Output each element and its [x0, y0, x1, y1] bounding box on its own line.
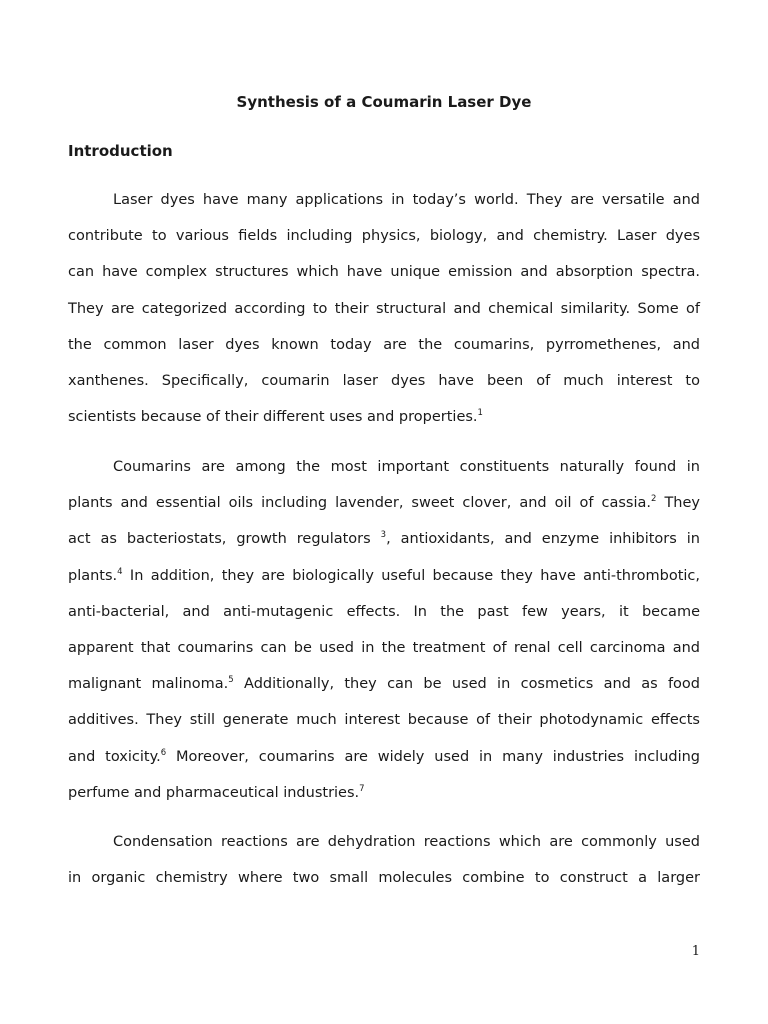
text-segment: malignant malinoma. — [68, 676, 229, 693]
text-line: in organic chemistry where two small molecules combine to construct a larger — [68, 870, 700, 887]
text-line — [68, 747, 700, 783]
text-line — [68, 493, 700, 529]
text-segment: scientists because of their different uses and properties. — [68, 409, 478, 426]
text-line: the common laser dyes known today are the coumarins, pyrromethenes, and — [68, 336, 700, 353]
section-heading-introduction: Introduction — [68, 142, 173, 160]
paragraph-coumarins — [68, 457, 700, 819]
text-line: They are categorized according to their structural and chemical similarity. Some of — [68, 300, 700, 317]
citation-superscript: 6 — [160, 747, 167, 758]
paragraph-condensation — [68, 832, 700, 904]
text-segment: perfume and pharmaceutical industries. — [68, 784, 360, 801]
citation-superscript: 5 — [228, 675, 234, 686]
text-line — [68, 529, 700, 565]
text-line: xanthenes. Specifically, coumarin laser dyes have been of much interest to — [68, 372, 700, 389]
text-line: additives. They still generate much interest because of their photodynamic effects — [68, 712, 700, 729]
text-segment: , antioxidants, and enzyme inhibitors in — [386, 531, 700, 548]
text-segment: plants. — [68, 567, 118, 584]
text-line: Condensation reactions are dehydration reactions which are commonly used — [113, 834, 700, 850]
citation-superscript: 4 — [117, 566, 123, 577]
text-line — [68, 407, 700, 443]
paragraph-laser-dyes — [68, 190, 700, 443]
text-segment: Additionally, they can be used in cosmetics and as food — [244, 676, 700, 693]
citation-superscript: 2 — [651, 494, 657, 505]
citation-superscript: 1 — [477, 408, 483, 419]
text-line — [68, 783, 700, 819]
citation-superscript: 3 — [380, 530, 387, 541]
text-line: contribute to various fields including physics, biology, and chemistry. Laser dyes — [68, 228, 700, 245]
text-segment: In addition, they are biologically useful because they have anti-thrombotic, — [129, 567, 701, 584]
text-segment: Moreover, coumarins are widely used in many industries including — [176, 748, 701, 765]
text-segment: plants and essential oils including lavender, sweet clover, and oil of cassia. — [68, 495, 652, 512]
page-number: 1 — [691, 944, 700, 959]
text-line: Coumarins are among the most important constituents naturally found in — [113, 459, 700, 475]
text-segment: and toxicity. — [68, 748, 161, 765]
text-segment: They — [664, 495, 701, 512]
text-line: anti-bacterial, and anti-mutagenic effects. In the past few years, it became — [68, 603, 700, 620]
text-segment: act as bacteriostats, growth regulators — [68, 531, 371, 548]
document-title: Synthesis of a Coumarin Laser Dye — [236, 93, 532, 111]
text-line: Laser dyes have many applications in today’s world. They are versatile and — [113, 192, 700, 208]
text-line: can have complex structures which have unique emission and absorption spectra. — [68, 264, 700, 281]
text-line — [68, 674, 700, 710]
citation-superscript: 7 — [359, 783, 365, 794]
text-line: apparent that coumarins can be used in the treatment of renal cell carcinoma and — [68, 639, 700, 656]
text-line — [68, 566, 700, 602]
